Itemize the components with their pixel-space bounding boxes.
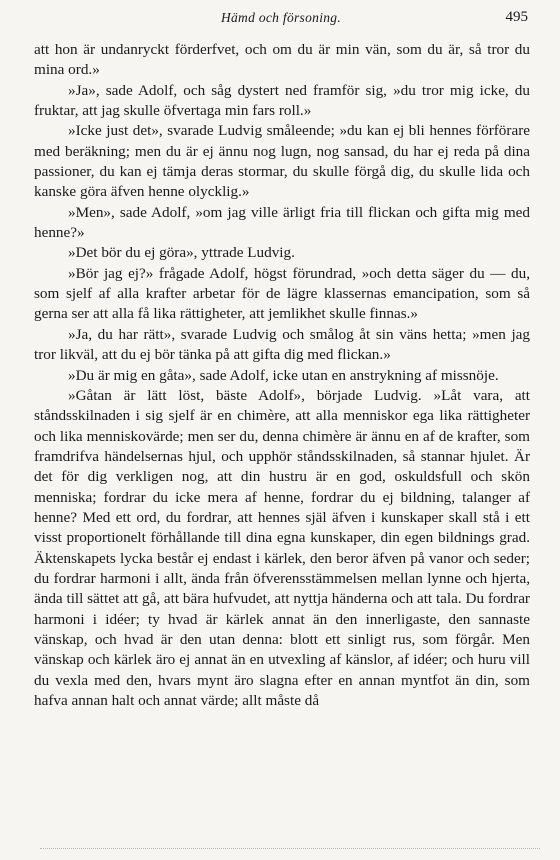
paragraph: »Bör jag ej?» frågade Adolf, högst förundrad, »och detta säger du — du, som sjelf af alla krafter arbetar för de lägre klassernas emancipation, som så gerna ser att alla få lika rättigheter, att jemlikhet skulle finnas.» bbox=[34, 264, 530, 323]
paragraph: »Gåtan är lätt löst, bäste Adolf», började Ludvig. »Låt vara, att ståndsskilnaden i sig sjelf är en chimère, att alla menniskor ega lika rättigheter och lika menniskovärde; men ser du, denna chimère är ännu en af de krafter, som framdrifva händelsernas hjul, och upphör ståndsskilnaden, så stannar hjulet. Är det för dig verkligen nog, att din hustru är en god, oskuldsfull och skön menniska; fordrar du icke mera af henne, fordrar du ej bildning, talanger af henne? Med ett ord, du fordrar, att hennes själ äfven i kunskaper skall stå i ett visst proportionelt förhållande till dina egna kunskaper, din egen bildnings grad. Äktenskapets lycka består ej endast i kärlek, den beror äfven på vanor och seder; du fordrar harmoni i allt, ända från öfverensstämmelsen mellan lynne och hjerta, ända till sättet att gå, att bära hufvudet, att nyttja händerna och att tala. Du fordrar harmoni i idéer; ty hvad är kärlek annat än den innerligaste, den sannaste vänskap, och hvad är den utan denna: blott ett sinligt rus, som förgår. Men vänskap och kärlek äro ej annat än en utvexling af känslor, af idéer; och huru vill du vexla med den, hvars mynt äro slagna efter en annan myntfot än din, som hafva annan halt och annat värde; allt måste då bbox=[34, 386, 530, 709]
running-title: Hämd och försoning. bbox=[220, 10, 342, 25]
paragraph: »Du är mig en gåta», sade Adolf, icke utan en anstrykning af missnöje. bbox=[68, 366, 499, 384]
paragraph: »Men», sade Adolf, »om jag ville ärligt fria till flickan och gifta mig med henne?» bbox=[34, 203, 530, 242]
footer-rule bbox=[40, 848, 540, 849]
page-header bbox=[34, 10, 528, 30]
paragraph: »Icke just det», svarade Ludvig småleende; »du kan ej bli hennes förförare med beräkning; men du är ej ännu nog lugn, nog sansad, du har ej reda på dina passioner, du kan ej tämja deras stormar, du skulle förgå dig, du skulle lida och kanske göra äfven henne olycklig.» bbox=[34, 122, 530, 201]
paragraph: »Ja, du har rätt», svarade Ludvig och smålog åt sin väns hetta; »men jag tror likväl, att du ej bör tänka på att gifta dig med flickan.» bbox=[34, 325, 530, 364]
page-body bbox=[34, 40, 530, 711]
paragraph: att hon är undanryckt förderfvet, och om du är min vän, som du är, så tror du mina ord.» bbox=[34, 41, 530, 79]
page-number: 495 bbox=[505, 9, 528, 25]
paragraph: »Ja», sade Adolf, och såg dystert ned framför sig, »du tror mig icke, du fruktar, att jag skulle öfvertaga min fars roll.» bbox=[34, 81, 530, 120]
paragraph: »Det bör du ej göra», yttrade Ludvig. bbox=[68, 244, 295, 262]
